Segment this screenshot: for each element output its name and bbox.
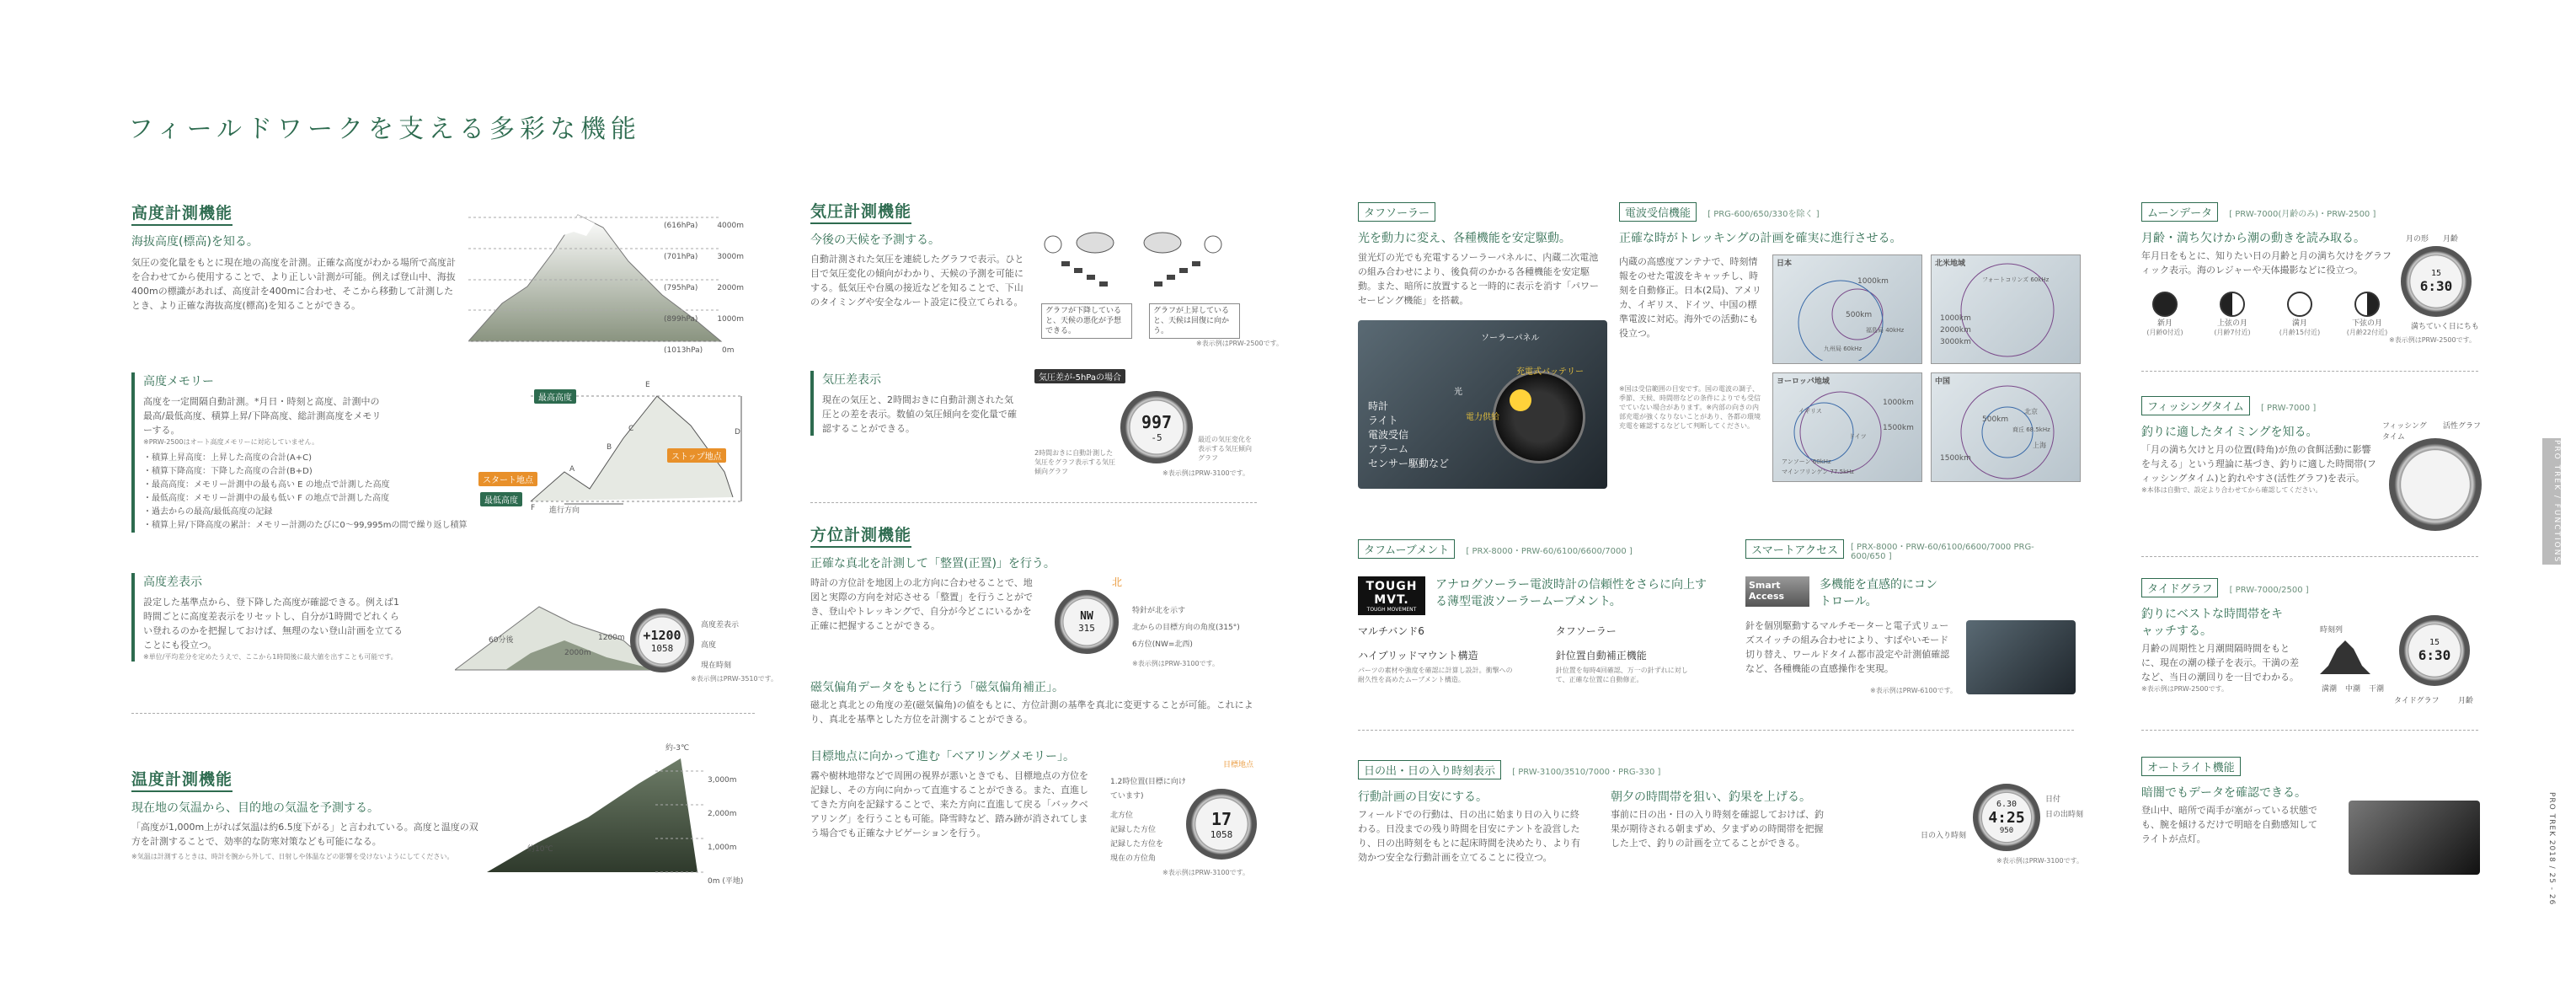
memory-item: ・積算上昇高度：上昇した高度の合計(A+C) (143, 453, 313, 463)
pdiff-watch-bottom: -5 (1151, 431, 1162, 443)
moon-label-age: 月齢 (2443, 235, 2459, 244)
moon-watch-top: 15 (2430, 269, 2442, 278)
tough-models: [ PRX-8000・PRW-60/6100/6600/7000 ] (1466, 547, 1633, 556)
compass-north-label: 北 (1112, 576, 1123, 588)
memory-label-d: D (735, 428, 740, 437)
radio-note: ※国は受信範囲の目安です。国の電波の調子、季節、天候、時間帯などの条件によりでも受信でていない場合があります。※内部の向きの内部充電が強くなりないことがあり、各都の環境充電を確認するなどして判断してください。 (1619, 385, 1761, 430)
pdiff-watch-display (1120, 391, 1193, 463)
bearing-watch-bottom: 1058 (1210, 828, 1233, 840)
diff-label-a: 60分後 (489, 636, 514, 645)
temp-note: ※気温は計測するときは、時計を腕から外して、日射しや体温などの影響を受けないようにしてください。 (131, 853, 454, 860)
memory-label-a: A (569, 465, 575, 474)
pdiff-tag: 気圧差が-5hPaの場合 (1034, 369, 1125, 383)
sun-label-date: 日付 (2045, 795, 2061, 804)
divider (2141, 556, 2478, 557)
compass-body2: 磁北と真北との角度の差(磁気偏角)の値をもとに、方位計測の基準を真北に変更することが可能。これにより、真北を基準とした方位を計測することができる。 (810, 699, 1253, 725)
tough-lead: アナログソーラー電波時計の信頼性をさらに向上する薄型電波ソーラームーブメント。 (1435, 578, 1707, 608)
solar-light-label: 光 (1454, 388, 1462, 397)
bearing-watch-display (1186, 789, 1257, 860)
compass-label-a: 特針が北を示す (1132, 607, 1186, 615)
memory-item: ・積算上昇/下降高度の累計：メモリー計測のたびに0〜99,995mの間で繰り返し積算 (143, 521, 468, 530)
temp-scale-2000: 2,000m (708, 810, 737, 818)
sun-body: フィールドでの行動は、日の出に始まり日の入りに終わる。日没までの残り時間を目安にテントを設営したり、日の出時刻をもとに起床時間を決めたり、より有効かつ安全な行動計画を立てることに役立つ。 (1358, 809, 1580, 863)
memory-item: ・積算下降高度：下降した高度の合計(B+D) (143, 467, 313, 476)
radio-map-north-america: 北米地域 フォートコリンズ 60kHz 1000km 2000km 3000km (1931, 254, 2081, 364)
compass-watch-display (1055, 590, 1119, 654)
tough-title: タフムーブメント (1358, 539, 1455, 559)
moon-phase-last-quarter: 下弦の月 (月齢22付近) (2344, 292, 2391, 337)
temp-scale-0: 0m (平地) (708, 877, 744, 886)
tide-watch-top: 15 (2429, 638, 2440, 647)
bearing-label-e: 現在の方位角 (1110, 854, 1157, 863)
temp-body: 「高度が1,000m上がれば気温は約6.5度下がる」と言われている。高度と温度の双方を計測することで、効率的な防寒対策なども可能になる。 (131, 822, 478, 847)
sun-label-sunset: 日の入り時刻 (1921, 832, 1967, 840)
diff-label-d: 高度差表示 (701, 621, 740, 629)
memory-label-b: B (607, 443, 612, 452)
memory-item: ・過去からの最高/最低高度の記録 (143, 507, 273, 517)
compass-lead2: 磁気偏角データをもとに行う「磁気偏角補正」。 (810, 681, 1064, 694)
solar-lead: 光を動力に変え、各種機能を安定駆動。 (1358, 232, 1571, 245)
smart-models: [ PRX-8000・PRW-60/6100/6600/7000 PRG-600/650 ] (1850, 543, 2034, 561)
moon-phases (2141, 292, 2391, 337)
tide-note: ※表示例はPRW-2500です。 (2141, 685, 2228, 693)
temp-label-top: 約-3℃ (665, 744, 690, 753)
smart-watch-photo (1966, 620, 2076, 694)
bearing-label-b: 北方位 (1110, 812, 1134, 820)
compass-lead: 正確な真北を計測して「整置(正置)」を行う。 (810, 557, 1056, 570)
moon-note: ※表示例はPRW-2500です。 (2389, 336, 2476, 344)
radio-map-japan: 日本 1000km 500km 福島局 40kHz 九州局 60kHz (1772, 254, 1922, 364)
sun-label-sunrise: 日の出時刻 (2045, 811, 2084, 819)
diff-watch-note: ※表示例はPRW-3510です。 (691, 675, 778, 683)
sun-watch-display (1973, 784, 2040, 851)
divider (2141, 730, 2478, 731)
divider (131, 713, 755, 714)
compass-watch-top: NW (1080, 610, 1093, 623)
radio-models: [ PRG-600/650/330を除く ] (1708, 210, 1820, 219)
bearing-note: ※表示例はPRW-3100です。 (1162, 869, 1249, 876)
moon-body: 年月日をもとに、知りたい日の月齢と月の満ち欠けをグラフィック表示。海のレジャーや天体撮影などに役立つ。 (2141, 250, 2392, 276)
bearing-label-d: 記録した方位を (1110, 840, 1164, 849)
sun-watch-top: 6.30 (1996, 800, 2018, 809)
tide-lead: 釣りにベストな時間帯をキャッチする。 (2141, 608, 2283, 638)
solar-power-label: 電力供給 (1466, 413, 1499, 422)
bearing-label-a: 1.2時位置(目標に向けています) (1110, 778, 1186, 801)
tide-models: [ PRW-7000/2500 ] (2229, 586, 2309, 595)
sun-title: 日の出・日の入り時刻表示 (1358, 760, 1501, 779)
tough-feature-body: パーツの素材や強度を確認に計算し設計。衝撃への耐久性を高めたムーブメント構造。 (1358, 667, 1513, 683)
tough-feature-title: マルチバンド6 (1358, 625, 1424, 637)
compass-lead3: 目標地点に向かって進む「ベアリングメモリー」。 (810, 750, 1076, 763)
memory-start-label: スタート地点 (478, 472, 537, 486)
moon-lead: 月齢・満ち欠けから潮の動きを読み取る。 (2141, 232, 2365, 245)
pressure-note: ※表示例はPRW-2500です。 (1196, 340, 1283, 347)
compass-watch-bottom: 315 (1078, 623, 1095, 634)
altitude-scale: (616hPa) 4000m (701hPa) 3000m (795hPa) 2000m (899hPa) 1000m (1013hPa) 0m (664, 222, 744, 355)
pdiff-note: ※表示例はPRW-3100です。 (1162, 469, 1249, 477)
tough-feature-body: 針位置を毎時4回確認、万一の針ずれに対して、正確な位置に自動修正。 (1555, 667, 1688, 683)
moon-phase-new: 新月 (月齢0付近) (2141, 292, 2189, 337)
pressure-caption-down: グラフが下降していると、天候の悪化が予想できる。 (1041, 303, 1132, 339)
memory-label-e: E (645, 381, 650, 389)
pressure-title: 気圧計測機能 (810, 202, 911, 224)
diff-title: 高度差表示 (143, 576, 202, 589)
fishing-watch-display (2389, 438, 2482, 531)
radio-map-europe: ヨーロッパ地域 1000km 1500km イギリス ドイツ アンソーン 60kHz マインフリンゲン 77.5kHz (1772, 372, 1922, 482)
smart-lead: 多機能を直感的にコントロール。 (1820, 578, 1937, 608)
solar-uses (1368, 399, 1449, 471)
temp-label-bottom: 約10℃ (527, 845, 553, 854)
fishing-body: 「月の満ち欠けと月の位置(時角)が魚の食餌活動に影響を与える」という理論に基づき、釣りに適した時間帯(フィッシングタイム)と釣れやすさ(活性グラフ)を表示。 (2141, 444, 2376, 484)
sun-models: [ PRW-3100/3510/7000・PRG-330 ] (1512, 768, 1661, 777)
light-lead: 暗闇でもデータを確認できる。 (2141, 786, 2306, 800)
altitude-lead: 海抜高度(標高)を知る。 (131, 235, 259, 249)
solar-use-item: センサー駆動など (1368, 458, 1450, 469)
divider (2141, 371, 2478, 372)
diff-watch-display (630, 608, 694, 672)
pdiff-note-right: 最近の気圧変化を表示する気圧傾向グラフ (1198, 436, 1252, 462)
temp-title: 温度計測機能 (131, 770, 232, 792)
smart-body: 針を個別駆動するマルチモーターと電子式リューズスイッチの組み合わせにより、すばやいモード切り替え、ワールドタイム都市設定や計測値確認など、各種機能の直感操作を実現。 (1745, 620, 1950, 674)
solar-body: 蛍光灯の光でも充電するソーラーパネルに、内蔵二次電池の組み合わせにより、後負荷のかかる各種機能を安定駆動。また、暗所に放置すると一時的に表示を消す「パワーセービング機能」を搭載。 (1358, 252, 1599, 306)
solar-use-item: ライト (1368, 415, 1398, 426)
bearing-watch-top: 17 (1211, 808, 1232, 829)
radio-lead: 正確な時がトレッキングの計画を確実に進行させる。 (1619, 232, 1902, 245)
diff-body: 設定した基準点から、登下降した高度が確認できる。例えば1時間ごとに高度差表示をリセットし、自分が1時間でどれくらい登れるのかを把握しておけば、無理のない登山計画を立てることにも役立つ。 (143, 597, 403, 651)
bearing-target-label: 目標地点 (1223, 761, 1254, 769)
fishing-title: フィッシングタイム (2141, 396, 2250, 415)
light-photo (2349, 801, 2480, 875)
sun-watch-bottom: 950 (1999, 827, 2014, 835)
altitude-title: 高度計測機能 (131, 204, 232, 226)
moon-label-days: 満ちていく日にちも (2411, 323, 2479, 331)
solar-use-item: 電波受信 (1368, 429, 1409, 441)
divider (1358, 730, 2074, 731)
fishing-label-time: フィッシングタイム (2382, 422, 2427, 442)
compass-body3: 霧や樹林地帯などで周囲の視界が悪いときでも、目標地点の方位を記録し、その方向に向かって直進することができる。また、直進してきた方向を記録することで、来た方向に直進して戻る「バックベアリング」を行うことも可能。降雪時など、踏み跡が消されてしまう場合でも正確なナビゲーションを行う。 (810, 770, 1088, 838)
memory-title: 高度メモリー (143, 375, 214, 388)
sun-body2: 事前に日の出・日の入り時刻を確認しておけば、釣果が期待される朝まずめ、夕まずめの時間帯を把握した上で、釣りの計画を立てることができる。 (1611, 809, 1824, 849)
pressure-weather-illustration (1036, 228, 1247, 312)
memory-direction-label: 進行方向 (549, 506, 580, 515)
moon-title: ムーンデータ (2141, 202, 2218, 222)
light-body: 登山中、暗所で両手が塞がっている状態でも、腕を傾けるだけで明暗を自動感知してライトが点灯。 (2141, 805, 2317, 844)
fishing-note: ※本体は自動で、設定より合わせてから確認してください。 (2141, 486, 2322, 494)
tide-label-high: 満潮 (2322, 685, 2338, 694)
page-footer: PRO TREK 2018 / 25 - 26 (2547, 792, 2556, 906)
diff-watch-bottom: 1058 (650, 642, 674, 654)
memory-note: ※PRW-2500はオート高度メモリーに対応していません。 (143, 438, 319, 446)
smart-logo: Smart Access (1745, 576, 1809, 607)
diff-label-b: 1200m (598, 634, 625, 642)
solar-use-item: 時計 (1368, 400, 1389, 412)
smart-title: スマートアクセス (1745, 539, 1844, 559)
temp-lead: 現在地の気温から、目的地の気温を予測する。 (131, 801, 379, 815)
memory-min-label: 最低高度 (480, 492, 522, 506)
page-title: フィールドワークを支える多彩な機能 (128, 115, 641, 144)
moon-label-shape: 月の形 (2406, 235, 2429, 244)
memory-label-f: F (531, 504, 536, 512)
sun-lead: 行動計画の目安にする。 (1358, 790, 1488, 804)
diff-watch-top: +1200 (643, 627, 681, 643)
sun-watch-mid: 4:25 (1988, 809, 2025, 827)
moon-watch-display (2401, 246, 2472, 317)
temp-scale-1000: 1,000m (708, 844, 737, 852)
compass-body: 時計の方位計を地図上の北方向に合わせることで、地図と実際の方向を対応させる「整置」を行うことができ、登山やトレッキングで、自分が今どこにいるかを正確に把握することができる。 (810, 577, 1033, 631)
diff-label-f: 現在時刻 (701, 662, 732, 670)
tide-label-mid: 中潮 (2345, 685, 2361, 694)
temp-scale-3000: 3,000m (708, 776, 737, 785)
solar-battery-label: 充電式バッテリー (1516, 367, 1584, 377)
tough-feature-title: ハイブリッドマウント構造 (1358, 650, 1478, 662)
tide-label-time: 時刻列 (2320, 626, 2344, 635)
tide-label-age: 月齢 (2458, 697, 2474, 705)
pressure-caption-up: グラフが上昇していると、天候は回復に向かう。 (1149, 303, 1240, 339)
solar-use-item: アラーム (1368, 443, 1409, 455)
tide-graph-illustration (2320, 632, 2379, 683)
fishing-models: [ PRW-7000 ] (2260, 404, 2317, 413)
pressure-body: 自動計測された気圧を連続したグラフで表示。ひと目で気圧変化の傾向がわかり、天候の予測を可能にする。低気圧や台風の接近などを知ることで、下山のタイミングや安全なルート設定に役立てられる。 (810, 254, 1024, 308)
memory-item: ・最低高度：メモリー計測中の最も低い F の地点で計測した高度 (143, 494, 390, 503)
diff-label-e: 高度 (701, 641, 717, 650)
compass-title: 方位計測機能 (810, 526, 911, 548)
sun-lead2: 朝夕の時間帯を狙い、釣果を上げる。 (1611, 790, 1811, 804)
radio-body: 内蔵の高感度アンテナで、時刻情報をのせた電波をキャッチし、時刻を自動修正。日本(2局)、アメリカ、イギリス、ドイツ、中国の標準電波に対応。海外での活動にも役立つ。 (1619, 256, 1761, 339)
compass-label-c: 6方位(NW=北西) (1132, 640, 1193, 649)
temp-mountain-illustration (487, 742, 740, 876)
pressure-lead: 今後の天候を予測する。 (810, 233, 940, 247)
tide-body: 月齢の周期性と月潮間隔時間をもとに、現在の潮の様子を表示。干満の差など、当日の潮回りを一目でわかる。 (2141, 643, 2299, 683)
pdiff-note-left: 2時間おきに自動計測した気圧をグラフ表示する気圧傾向グラフ (1034, 449, 1115, 475)
pdiff-body: 現在の気圧と、2時間おきに自動計測された気圧との差を表示。数値の気圧傾向を変化量で確認することができる。 (822, 394, 1017, 434)
moon-phase-full: 満月 (月齢15付近) (2276, 292, 2323, 337)
memory-stop-label: ストップ地点 (667, 448, 726, 463)
radio-map-china: 中国 500km 1500km 北京 上海 商丘 68.5kHz (1931, 372, 2081, 482)
moon-phase-first-quarter: 上弦の月 (月齢7付近) (2209, 292, 2256, 337)
compass-label-b: 北からの目標方向の角度(315°) (1132, 624, 1240, 632)
diff-mountain-illustration (455, 590, 657, 674)
solar-title: タフソーラー (1358, 202, 1435, 222)
pdiff-watch-top: 997 (1141, 411, 1173, 432)
tide-label-low: 干潮 (2369, 685, 2385, 694)
tough-feature-title: タフソーラー (1555, 625, 1617, 637)
memory-max-label: 最高高度 (534, 389, 576, 404)
diff-note: ※単位/平均差分を定めたうえで、ここから1時間後に最大値を出すことも可能です。 (143, 653, 398, 661)
fishing-label-graph: 活性グラフ (2443, 422, 2482, 431)
tide-label-graph: タイドグラフ (2394, 697, 2440, 705)
tide-title: タイドグラフ (2141, 578, 2218, 597)
moon-watch-bottom: 6:30 (2419, 278, 2453, 294)
memory-body: 高度を一定間隔自動計測。*月日・時刻と高度、計測中の最高/最低高度、積算上昇/下降高度、総計測高度をメモリーする。 (143, 396, 382, 436)
memory-label-c: C (628, 425, 634, 433)
tide-watch-display (2399, 615, 2470, 686)
fishing-lead: 釣りに適したタイミングを知る。 (2141, 426, 2318, 439)
tide-watch-bottom: 6:30 (2418, 647, 2451, 663)
memory-item: ・最高高度：メモリー計測中の最も高い E の地点で計測した高度 (143, 480, 390, 490)
radio-title: 電波受信機能 (1619, 202, 1697, 222)
light-title: オートライト機能 (2141, 757, 2241, 776)
tough-feature-title: 針位置自動補正機能 (1555, 650, 1647, 662)
solar-panel-label: ソーラーパネル (1481, 334, 1540, 343)
bearing-label-c: 記録した方位 (1110, 826, 1157, 834)
tough-logo: TOUGH MVT. TOUGH MOVEMENT (1358, 576, 1425, 615)
pdiff-title: 気圧差表示 (822, 373, 881, 387)
altitude-body: 気圧の変化量をもとに現在地の高度を計測。正確な高度がわかる場所で高度計を合わせてから使用することで、より正しい計測が可能。例えば登山中、海抜400mの標識があれば、高度計を400mに合わせ、そこから移動して計測したとき、より正確な海抜高度(標高)を知ることができる。 (131, 257, 456, 311)
divider (810, 502, 1257, 503)
compass-note: ※表示例はPRW-3100です。 (1132, 660, 1219, 667)
diff-label-c: 2000m (564, 649, 591, 657)
sun-note: ※表示例はPRW-3100です。 (1996, 857, 2083, 865)
side-tab: PRO TREK / FUNCTIONS (2542, 438, 2561, 565)
smart-note: ※表示例はPRW-6100です。 (1870, 687, 1957, 694)
moon-models: [ PRW-7000(月齢のみ)・PRW-2500 ] (2229, 210, 2376, 219)
